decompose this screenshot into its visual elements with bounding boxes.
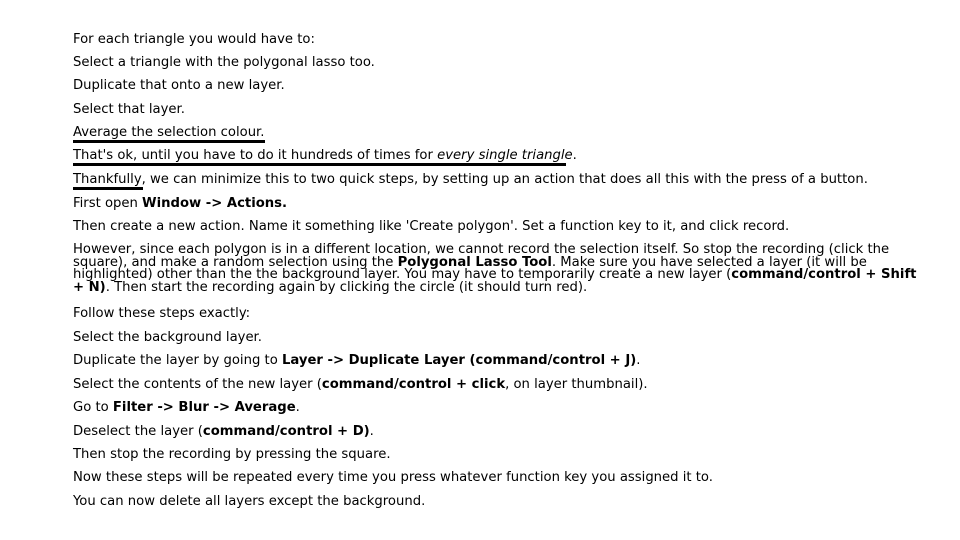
text-line-7: Thankfully, we can minimize this to two quick steps, by setting up an action that does all this with the press of a button.: [73, 172, 868, 187]
text-line-5: Average the selection colour.: [73, 125, 265, 140]
text-line-8: First open Window -> Actions.: [73, 196, 288, 211]
underline-mark-1: [73, 140, 265, 143]
text-line-15: Go to Filter -> Blur -> Average.: [73, 400, 300, 415]
text-paragraph-10: However, since each polygon is in a different location, we cannot record the selection itself. So stop the recording (click the square), and make a random selection using the Polygonal Lasso Tool. Make sure you have selected a layer (it will be highlighted) other than the the background layer. You may have to temporarily create a new layer (command/control + Shift + N). Then start the recording again by clicking the circle (it should turn red).: [73, 242, 917, 295]
emphasis-text: every single triangle: [437, 148, 573, 163]
underline-mark-3: [73, 187, 143, 190]
text-line-9: Then create a new action. Name it something like 'Create polygon'. Set a function key to it, and click record.: [73, 219, 790, 234]
text-line-3: Duplicate that onto a new layer.: [73, 78, 285, 93]
text-line-19: You can now delete all layers except the background.: [73, 494, 426, 509]
text-line-4: Select that layer.: [73, 102, 185, 117]
text-line-11: Follow these steps exactly:: [73, 306, 251, 321]
underline-mark-2: [73, 163, 566, 166]
text-line-18: Now these steps will be repeated every time you press whatever function key you assigned it to.: [73, 470, 713, 485]
text-line-6: That's ok, until you have to do it hundreds of times for every single triangle.: [73, 148, 577, 163]
text-line-1: For each triangle you would have to:: [73, 32, 315, 47]
text-line-17: Then stop the recording by pressing the square.: [73, 447, 391, 462]
text-line-14: Select the contents of the new layer (command/control + click, on layer thumbnail).: [73, 377, 648, 392]
text-line-16: Deselect the layer (command/control + D).: [73, 424, 374, 439]
text-line-2: Select a triangle with the polygonal lasso too.: [73, 55, 375, 70]
text-line-12: Select the background layer.: [73, 330, 262, 345]
text-line-13: Duplicate the layer by going to Layer -> Duplicate Layer (command/control + J).: [73, 353, 641, 368]
